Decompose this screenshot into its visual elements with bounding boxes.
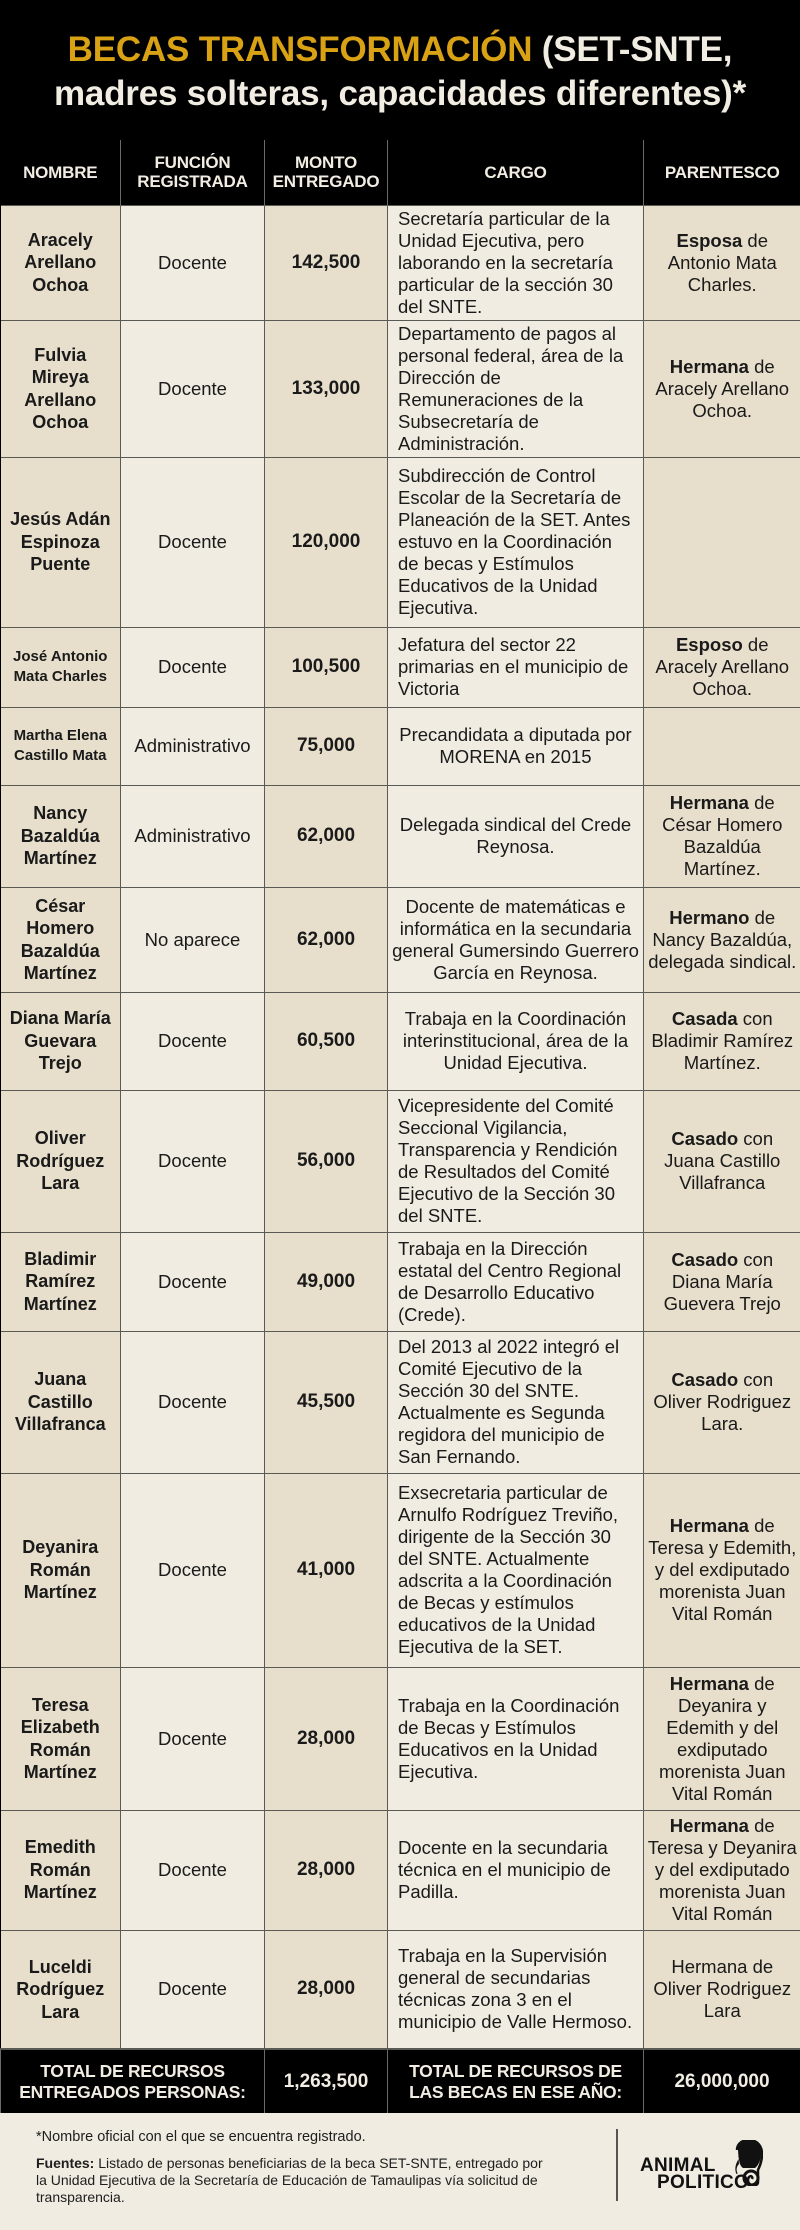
header-funcion [121,140,265,205]
cell-cargo: Vicepresidente del Comité Seccional Vigilancia, Transparencia y Rendición de Resultados del Comité Ejecutivo de la Sección 30 del SNTE. [388,1090,644,1232]
total-becas-label-line1: TOTAL DE RECURSOS DE [409,2060,622,2081]
cell-funcion: Docente [121,1232,265,1331]
cell-nombre: Oliver Rodríguez Lara [1,1090,121,1232]
cell-monto: 28,000 [265,1810,388,1930]
cell-cargo: Trabaja en la Dirección estatal del Centro Regional de Desarrollo Educativo (Crede). [388,1232,644,1331]
relation-type: Hermana [669,1815,749,1836]
relation-detail: de César Homero Bazaldúa Martínez. [662,792,783,879]
cell-monto: 45,500 [265,1331,388,1473]
cell-funcion: Docente [121,1090,265,1232]
cell-parentesco [644,1232,800,1331]
cell-funcion: Docente [121,320,265,457]
relation-type: Casado [671,1248,739,1270]
animal-politico-logo [640,2140,770,2192]
cell-cargo: Del 2013 al 2022 integró el Comité Ejecutivo de la Sección 30 del SNTE. Actualmente es Segunda regidora del municipio de San Fernando. [388,1331,644,1473]
total-becas-label [388,2049,644,2114]
cell-parentesco [644,1090,800,1232]
relation-detail: con Diana María Guevera Trejo [663,1248,781,1314]
relation-type: Esposa [676,229,743,251]
cell-monto: 62,000 [265,785,388,887]
header-cargo: CARGO [388,140,644,205]
relation-detail: con Juana Castillo Villafranca [664,1128,781,1193]
relation-type: Casada [671,1008,738,1029]
table-row [1,707,800,785]
table-row [1,887,800,992]
table-row [1,627,800,707]
table-row [1,1090,800,1232]
header-monto [265,140,388,205]
relation-type: Casado [671,1128,739,1149]
cell-nombre: Jesús Adán Espinoza Puente [1,457,121,627]
table-row [1,320,800,457]
cell-funcion: No aparece [121,887,265,992]
cell-nombre: Martha Elena Castillo Mata [1,707,121,785]
cell-monto: 120,000 [265,457,388,627]
cell-funcion: Administrativo [121,785,265,887]
table-row [1,1232,800,1331]
relation-detail: de Deyanira y Edemith y del exdiputado morenista Juan Vital Román [659,1672,786,1804]
relation-detail: de Aracely Arellano Ochoa. [655,355,790,421]
relation-type: Casado [671,1369,739,1390]
relation-type: Hermano [669,906,750,928]
table-row [1,1930,800,2049]
total-personas-label-line2: ENTREGADOS PERSONAS: [19,2081,246,2102]
relation-type: Hermana [669,355,749,377]
header-funcion-line1: FUNCIÓN [154,153,231,173]
relation-detail: de Teresa y Deyanira y del exdiputado morenista Juan Vital Román [647,1815,797,1924]
sources-text: Listado de personas beneficiarias de la beca SET-SNTE, entregado por la Unidad Ejecutiva de la Secretaría de Educación de Tamaulipas vía solicitud de transparencia. [36,2155,543,2205]
cell-parentesco [644,1473,800,1667]
title-accent: BECAS TRANSFORMACIÓN [67,30,533,69]
cell-parentesco [644,707,800,785]
elephant-icon [731,2140,763,2186]
table-row [1,205,800,320]
cell-cargo: Subdirección de Control Escolar de la Secretaría de Planeación de la SET. Antes estuvo en la Coordinación de becas y Estímulos Educativos de la Unidad Ejecutiva. [388,457,644,627]
header-monto-line1: MONTO [295,153,357,173]
cell-parentesco [644,1667,800,1810]
cell-parentesco [644,320,800,457]
cell-monto: 60,500 [265,992,388,1090]
table-row [1,457,800,627]
cell-monto: 133,000 [265,320,388,457]
cell-funcion: Docente [121,1667,265,1810]
cell-nombre: Emedith Román Martínez [1,1810,121,1930]
total-becas-value: 26,000,000 [644,2049,800,2114]
relation-type: Hermana [669,1672,749,1694]
cell-nombre: Bladimir Ramírez Martínez [1,1232,121,1331]
cell-monto: 41,000 [265,1473,388,1667]
title-line-2: madres solteras, capacidades diferentes)* [53,74,747,113]
beneficiaries-table [0,140,800,2115]
relation-type: Hermana [669,792,749,813]
relation-detail: Hermana de Oliver Rodriguez Lara [653,1956,792,2022]
cell-monto: 142,500 [265,205,388,320]
total-personas-label [1,2049,265,2114]
cell-parentesco [644,627,800,707]
relation-detail: de Nancy Bazaldúa, delegada sindical. [648,906,797,972]
cell-monto: 28,000 [265,1930,388,2049]
header-parentesco: PARENTESCO [644,140,800,205]
cell-funcion: Docente [121,1473,265,1667]
cell-monto: 28,000 [265,1667,388,1810]
total-becas-label-line2: LAS BECAS EN ESE AÑO: [409,2081,622,2102]
footer [0,2113,800,2230]
total-personas-label-line1: TOTAL DE RECURSOS [40,2060,225,2081]
cell-monto: 62,000 [265,887,388,992]
relation-type: Hermana [669,1515,749,1536]
cell-cargo: Exsecretaria particular de Arnulfo Rodríguez Treviño, dirigente de la Sección 30 del SNTE. Actualmente adscrita a la Coordinación de Becas y estímulos educativos de la Unidad Ejecutiva de la SET. [388,1473,644,1667]
cell-parentesco [644,1810,800,1930]
relation-detail: de Antonio Mata Charles. [667,229,777,295]
header-monto-line2: ENTREGADO [272,172,380,192]
logo-line2: POLITICO [657,2172,750,2193]
table-row [1,1331,800,1473]
cell-nombre: Juana Castillo Villafranca [1,1331,121,1473]
cell-monto: 75,000 [265,707,388,785]
table-row [1,1473,800,1667]
cell-monto: 100,500 [265,627,388,707]
cell-parentesco [644,457,800,627]
cell-funcion: Docente [121,457,265,627]
cell-nombre: Diana María Guevara Trejo [1,992,121,1090]
footnote: *Nombre oficial con el que se encuentra registrado. [36,2129,366,2145]
cell-monto: 49,000 [265,1232,388,1331]
relation-detail: de Aracely Arellano Ochoa. [655,634,790,699]
cell-parentesco [644,1331,800,1473]
cell-nombre: Aracely Arellano Ochoa [1,205,121,320]
cell-nombre: Fulvia Mireya Arellano Ochoa [1,320,121,457]
cell-parentesco [644,785,800,887]
table-row [1,1810,800,1930]
cell-cargo: Departamento de pagos al personal federal, área de la Dirección de Remuneraciones de la Subsecretaría de Administración. [388,320,644,457]
sources [36,2155,556,2206]
sources-label: Fuentes: [36,2155,95,2171]
total-personas-value: 1,263,500 [265,2049,388,2114]
cell-cargo: Docente en la secundaria técnica en el municipio de Padilla. [388,1810,644,1930]
title-rest: (SET-SNTE, [532,30,733,69]
table-header-row [1,140,800,205]
header-funcion-line2: REGISTRADA [137,172,248,192]
cell-funcion: Docente [121,1810,265,1930]
table-row [1,785,800,887]
title-line-1 [0,28,800,72]
cell-nombre: José Antonio Mata Charles [1,627,121,707]
cell-cargo: Secretaría particular de la Unidad Ejecutiva, pero laborando en la secretaría particular de la sección 30 del SNTE. [388,205,644,320]
footer-divider [616,2129,618,2201]
cell-cargo: Delegada sindical del Crede Reynosa. [388,785,644,887]
cell-funcion: Docente [121,1331,265,1473]
cell-nombre: César Homero Bazaldúa Martínez [1,887,121,992]
cell-funcion: Docente [121,1930,265,2049]
cell-monto: 56,000 [265,1090,388,1232]
header-nombre: NOMBRE [1,140,121,205]
relation-detail: con Oliver Rodriguez Lara. [653,1369,792,1434]
cell-cargo: Trabaja en la Coordinación de Becas y Estímulos Educativos en la Unidad Ejecutiva. [388,1667,644,1810]
cell-cargo: Precandidata a diputada por MORENA en 2015 [388,707,644,785]
cell-parentesco [644,887,800,992]
logo-line1: ANIMAL [640,2155,716,2176]
cell-nombre: Nancy Bazaldúa Martínez [1,785,121,887]
cell-parentesco [644,992,800,1090]
cell-cargo: Docente de matemáticas e informática en la secundaria general Gumersindo Guerrero García en Reynosa. [388,887,644,992]
relation-type: Esposo [675,634,743,655]
cell-funcion: Docente [121,205,265,320]
relation-detail: de Teresa y Edemith, y del exdiputado morenista Juan Vital Román [648,1515,797,1624]
relation-detail: con Bladimir Ramírez Martínez. [651,1008,794,1073]
table-row [1,1667,800,1810]
table-row [1,992,800,1090]
cell-parentesco [644,1930,800,2049]
page-title [0,0,800,140]
cell-cargo: Trabaja en la Supervisión general de secundarias técnicas zona 3 en el municipio de Valle Hermoso. [388,1930,644,2049]
totals-row [1,2049,800,2114]
cell-funcion: Docente [121,627,265,707]
cell-nombre: Luceldi Rodríguez Lara [1,1930,121,2049]
cell-nombre: Teresa Elizabeth Román Martínez [1,1667,121,1810]
cell-funcion: Docente [121,992,265,1090]
cell-nombre: Deyanira Román Martínez [1,1473,121,1667]
cell-cargo: Trabaja en la Coordinación interinstitucional, área de la Unidad Ejecutiva. [388,992,644,1090]
cell-funcion: Administrativo [121,707,265,785]
cell-parentesco [644,205,800,320]
cell-cargo: Jefatura del sector 22 primarias en el municipio de Victoria [388,627,644,707]
